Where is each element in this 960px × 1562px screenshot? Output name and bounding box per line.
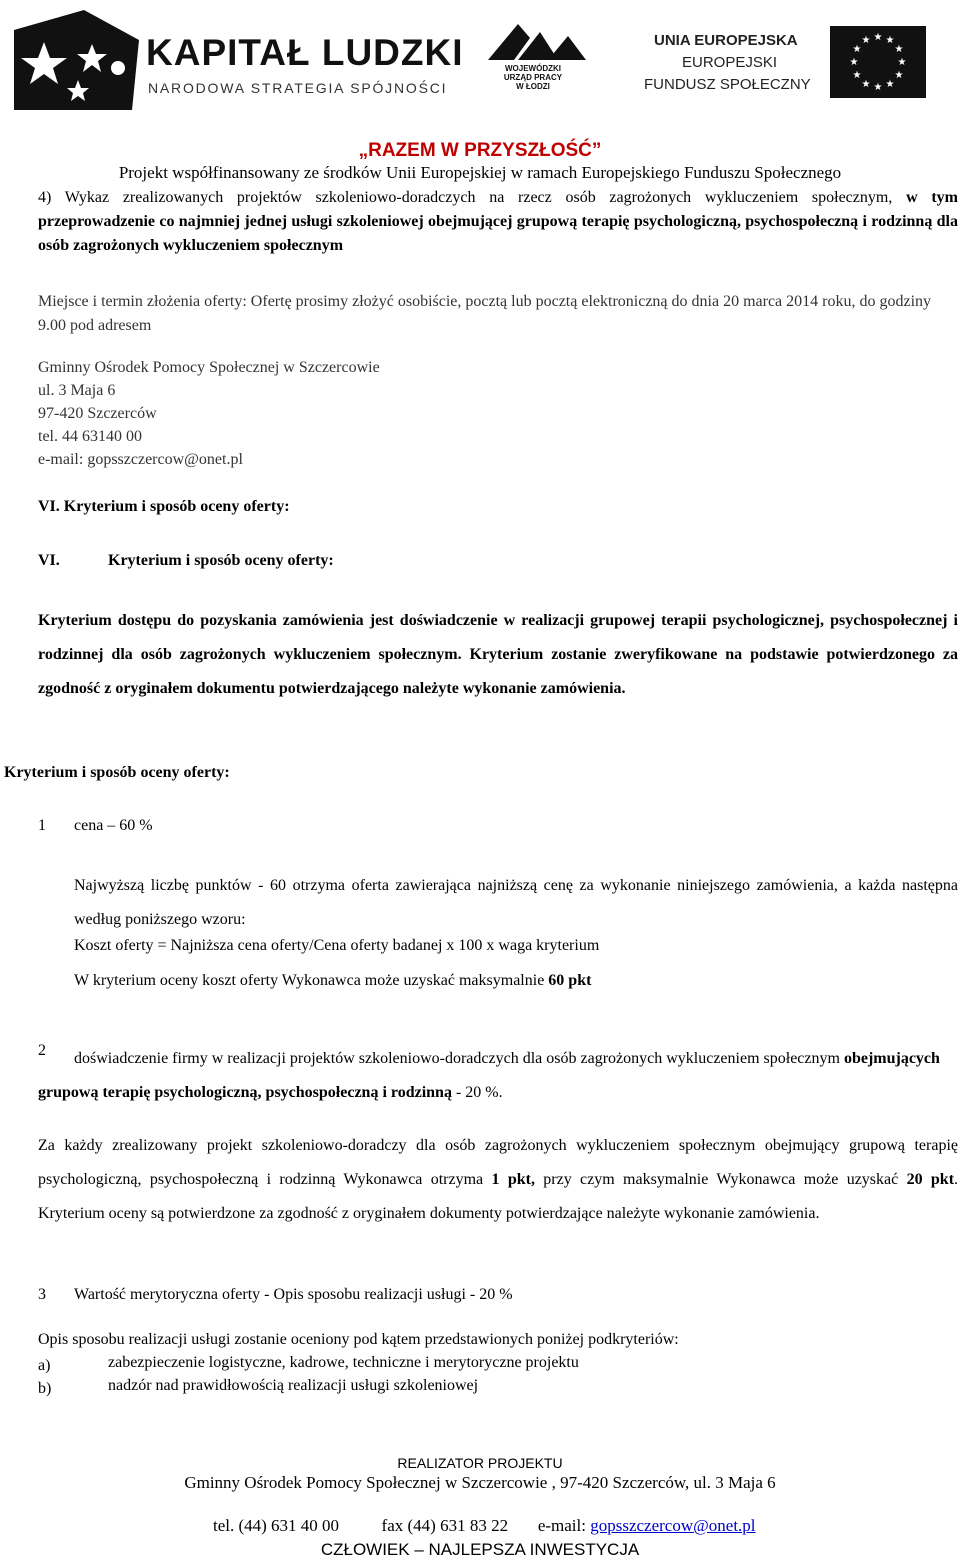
footer-email-link[interactable]: gopsszczercow@onet.pl <box>590 1516 756 1535</box>
svg-text:★: ★ <box>849 57 859 68</box>
criterion-2-description <box>38 1129 958 1231</box>
ue-line-3: FUNDUSZ SPOŁECZNY <box>644 76 811 93</box>
submission-text: Miejsce i termin złożenia oferty: Ofertę prosimy złożyć osobiście, pocztą lub pocztą elektroniczną do dnia 20 marca 2014 roku, do godziny 9.00 pod adresem <box>38 293 932 334</box>
criterion-1-formula: Koszt oferty = Najniższa cena oferty/Cena oferty badanej x 100 x waga kryterium <box>74 937 600 954</box>
criterion-1-max-prefix: W kryterium oceny koszt oferty Wykonawca może uzyskać maksymalnie <box>74 972 549 989</box>
address-line-4: tel. 44 63140 00 <box>38 428 142 445</box>
subcriterion-b-mark: b) <box>38 1380 52 1397</box>
criterion-2-label-b: - 20 %. <box>451 1084 503 1101</box>
criterion-1-description: Najwyższą liczbę punktów - 60 otrzyma oferta zawierająca najniższą cenę za wykonanie niniejszego zamówienia, a każda następna według poniższego wzoru: <box>74 877 958 928</box>
svg-text:★: ★ <box>885 79 895 90</box>
subcriterion-a-mark: a) <box>38 1357 51 1374</box>
subcriterion-a: zabezpieczenie logistyczne, kadrowe, techniczne i merytoryczne projektu <box>108 1354 579 1371</box>
criterion-1-max-points: 60 pkt <box>548 972 592 989</box>
section-vi-heading-1: VI. Kryterium i sposób oceny oferty: <box>38 498 290 515</box>
footer-contacts <box>0 1496 960 1536</box>
kapital-ludzki-subtitle: NARODOWA STRATEGIA SPÓJNOŚCI <box>148 80 448 96</box>
criterion-1-max <box>74 972 591 990</box>
svg-text:★: ★ <box>861 35 871 46</box>
address-line-5: e-mail: gopsszczercow@onet.pl <box>38 451 243 468</box>
ue-line-1: UNIA EUROPEJSKA <box>654 32 798 49</box>
section-vi-heading-2-num: VI. <box>38 552 60 569</box>
criterion-2-desc-bold-1: 1 pkt, <box>491 1171 535 1188</box>
address-line-1: Gminny Ośrodek Pomocy Społecznej w Szczercowie <box>38 359 380 376</box>
item-4-prefix: 4) Wykaz zrealizowanych projektów szkoleniowo-doradczych na rzecz osób zagrożonych wykluczeniem społecznym, <box>38 189 907 206</box>
criterion-2-desc-b: przy czym maksymalnie Wykonawca może uzyskać <box>534 1171 907 1188</box>
svg-text:★: ★ <box>873 82 883 93</box>
wup-emblem-icon <box>468 20 598 64</box>
criterion-2-desc-bold-2: 20 pkt <box>906 1171 955 1188</box>
ue-line-2: EUROPEJSKI <box>682 54 778 71</box>
project-slogan: „RAZEM W PRZYSZŁOŚĆ” <box>358 140 602 161</box>
footer-fax: fax (44) 631 83 22 <box>381 1516 509 1535</box>
kapital-ludzki-emblem-icon <box>14 10 144 110</box>
item-4-bold: w tym przeprowadzenie co najmniej jednej usługi szkoleniowej obejmującej grupową terapię psychologiczną, psychospołeczną i rodzinną dla osób zagrożonych wykluczeniem społecznym <box>38 189 958 254</box>
eu-flag-icon <box>830 26 926 98</box>
address-line-2: ul. 3 Maja 6 <box>38 382 116 399</box>
criterion-2-label <box>38 1042 958 1110</box>
svg-text:★: ★ <box>861 79 871 90</box>
footer-title: REALIZATOR PROJEKTU <box>397 1455 563 1471</box>
svg-text:★: ★ <box>852 70 862 81</box>
ue-efs-logo <box>640 22 940 102</box>
svg-text:★: ★ <box>897 57 907 68</box>
svg-text:★: ★ <box>894 70 904 81</box>
footer-tel: tel. (44) 631 40 00 <box>212 1516 340 1535</box>
subcriterion-b: nadzór nad prawidłowością realizacji usługi szkoleniowej <box>108 1377 479 1394</box>
section-vi-heading-2-text: Kryterium i sposób oceny oferty: <box>108 552 334 569</box>
criterion-2-desc-c: . Kryterium oceny są potwierdzone za zgodność z oryginałem dokumenty potwierdzające należyte wykonanie zamówienia. <box>38 1171 959 1222</box>
cofinancing-note: Projekt współfinansowany ze środków Unii Europejskiej w ramach Europejskiego Funduszu Społecznego <box>118 163 842 182</box>
kapital-ludzki-logo <box>14 10 464 110</box>
footer-address: Gminny Ośrodek Pomocy Społecznej w Szczercowie , 97-420 Szczerców, ul. 3 Maja 6 <box>184 1473 776 1492</box>
svg-text:★: ★ <box>873 32 883 43</box>
wup-line-3: W ŁODZI <box>516 82 550 91</box>
criterion-2-number: 2 <box>38 1042 46 1059</box>
criterion-2-label-bold: obejmujących grupową terapię psychologiczną, psychospołeczną i rodzinną <box>38 1050 940 1101</box>
address-line-3: 97-420 Szczerców <box>38 405 157 422</box>
svg-text:★: ★ <box>894 44 904 55</box>
section-vi-heading-3: Kryterium i sposób oceny oferty: <box>4 764 230 781</box>
svg-text:★: ★ <box>852 44 862 55</box>
access-criterion-text: Kryterium dostępu do pozyskania zamówienia jest doświadczenie w realizacji grupowej terapii psychologicznej, psychospołecznej i rodzinnej dla osób zagrożonych wykluczeniem społecznym. Kryterium zostanie zweryfikowane na podstawie potwierdzonego za zgodność z oryginałem dokumentu potwierdzającego należyte wykonanie zamówienia. <box>38 612 958 697</box>
criterion-1-number: 1 <box>38 817 46 834</box>
wup-lodz-logo <box>468 20 598 100</box>
kapital-ludzki-title: KAPITAŁ LUDZKI <box>146 32 464 73</box>
criterion-2-desc-a: Za każdy zrealizowany projekt szkoleniowo-doradczy dla osób zagrożonych wykluczeniem społecznym obejmujący grupową terapię psychologiczną, psychospołeczną i rodzinną Wykonawca otrzyma <box>38 1137 958 1188</box>
criterion-1-label: cena – 60 % <box>74 817 153 834</box>
criterion-3-number: 3 <box>38 1286 46 1303</box>
criterion-3-description: Opis sposobu realizacji usługi zostanie oceniony pod kątem przedstawionych poniżej podkryteriów: <box>38 1331 679 1348</box>
footer-slogan: CZŁOWIEK – NAJLEPSZA INWESTYCJA <box>320 1540 640 1559</box>
criterion-2-label-a: doświadczenie firmy w realizacji projektów szkoleniowo-doradczych dla osób zagrożonych wykluczeniem społecznym <box>74 1050 844 1067</box>
svg-text:★: ★ <box>885 35 895 46</box>
criterion-3-label: Wartość merytoryczna oferty - Opis sposobu realizacji usługi - 20 % <box>74 1286 513 1303</box>
item-4-text <box>38 186 958 258</box>
wup-line-2: URZĄD PRACY <box>503 73 563 82</box>
wup-line-1: WOJEWÓDZKI <box>505 64 561 73</box>
footer-email-label: e-mail: <box>537 1516 591 1535</box>
